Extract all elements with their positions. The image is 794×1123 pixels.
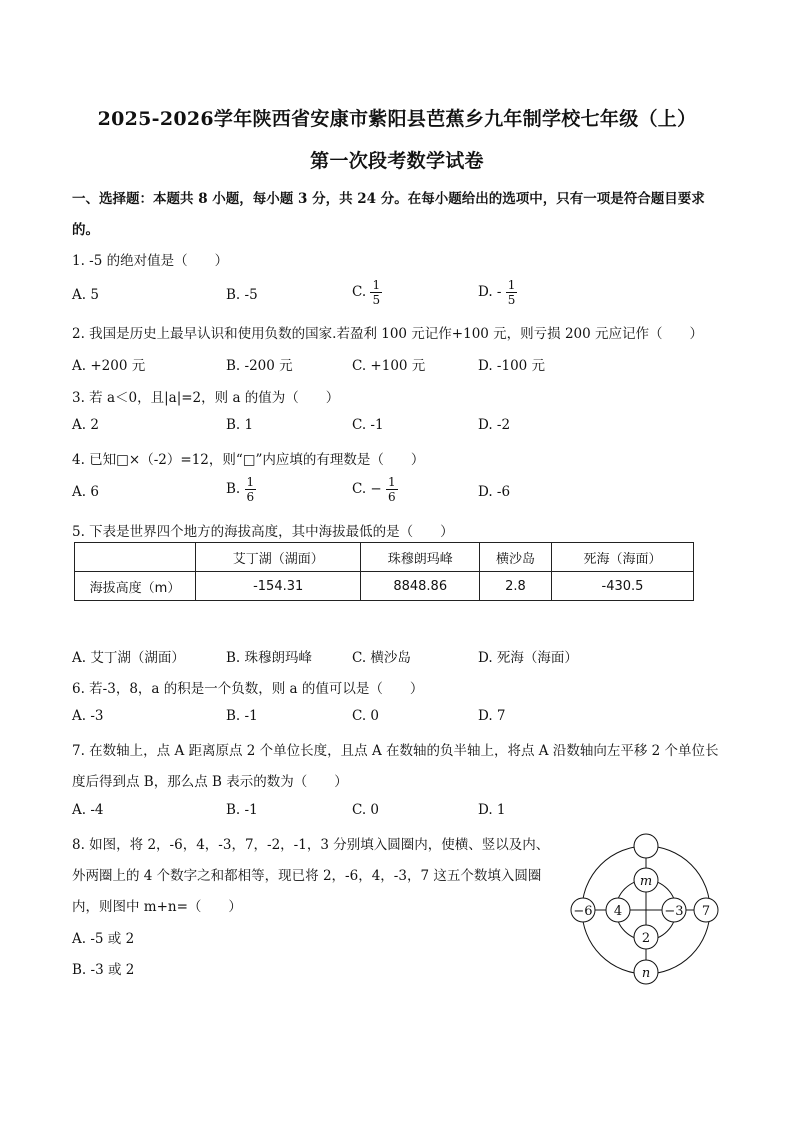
fraction-numerator: 1: [507, 278, 516, 292]
node-top: [634, 834, 658, 858]
question-8-stem: 8. 如图，将 2，-6，4，-3，7，-2，-1，3 分别填入圆圈内，使横、竖以及内、: [72, 837, 550, 853]
q3-option-a: A. 2: [72, 417, 99, 433]
table-header-cell: [75, 543, 196, 572]
q2-option-d: D. -100 元: [478, 358, 546, 374]
table-row: [75, 572, 694, 601]
question-4-stem: 4. 已知□×（-2）=12，则“□”内应填的有理数是（ ）: [72, 452, 425, 468]
table-cell: -430.5: [551, 572, 693, 601]
circle-diagram: [566, 832, 726, 992]
q6-option-a: A. -3: [72, 708, 104, 724]
altitude-table: [74, 542, 694, 601]
q6-option-d: D. 7: [478, 708, 506, 724]
q5-option-a: A. 艾丁湖（湖面）: [72, 650, 185, 666]
table-cell: 8848.86: [361, 572, 480, 601]
question-1-stem: 1. -5 的绝对值是（ ）: [72, 253, 229, 269]
exam-title-line2: 第一次段考数学试卷: [310, 150, 484, 172]
q5-option-c: C. 横沙岛: [352, 650, 411, 666]
question-5-stem: 5. 下表是世界四个地方的海拔高度，其中海拔最低的是（ ）: [72, 524, 454, 540]
q3-option-b: B. 1: [226, 417, 254, 433]
fraction-one-sixth: [245, 475, 257, 504]
q4-option-c: [352, 475, 398, 504]
q2-option-a: A. +200 元: [72, 358, 146, 374]
table-header-cell: 艾丁湖（湖面）: [196, 543, 361, 572]
question-8-stem-cont2: 内，则图中 m+n=（ ）: [72, 899, 242, 915]
q8-option-a: A. -5 或 2: [72, 931, 135, 947]
q7-option-a: A. -4: [72, 802, 104, 818]
question-3-stem: 3. 若 a＜0，且|a|=2，则 a 的值为（ ）: [72, 390, 340, 406]
q1-option-a: A. 5: [72, 287, 99, 303]
q5-option-b: B. 珠穆朗玛峰: [226, 650, 313, 666]
q1-option-c: [352, 278, 382, 307]
q4-option-d: D. -6: [478, 484, 511, 500]
section-heading-cont: 的。: [72, 222, 99, 238]
question-2-stem: 2. 我国是历史上最早认识和使用负数的国家.若盈利 100 元记作+100 元，则亏损 200 元应记作（ ）: [72, 326, 704, 342]
q7-option-b: B. -1: [226, 802, 258, 818]
fraction-denominator: 5: [372, 293, 381, 307]
table-cell: 2.8: [480, 572, 552, 601]
q1-option-d: [478, 278, 517, 307]
node-right-outer-label: 7: [701, 904, 711, 919]
question-8-stem-cont: 外两圈上的 4 个数字之和都相等，现已将 2，-6，4，-3，7 这五个数填入圆圈: [72, 868, 542, 884]
q1-option-b: B. -5: [226, 287, 258, 303]
node-n-label: n: [641, 966, 651, 981]
q4-option-c-label: C. −: [352, 481, 382, 497]
node-m-label: m: [639, 874, 653, 889]
q4-option-a: A. 6: [72, 484, 99, 500]
question-6-stem: 6. 若-3，8，a 的积是一个负数，则 a 的值可以是（ ）: [72, 681, 424, 697]
q2-option-b: B. -200 元: [226, 358, 293, 374]
q4-option-b-label: B.: [226, 481, 241, 497]
fraction-one-sixth: [386, 475, 398, 504]
q1-option-c-label: C.: [352, 284, 367, 300]
table-row-label: 海拔高度（m）: [75, 572, 196, 601]
fraction-denominator: 6: [388, 490, 396, 504]
q6-option-b: B. -1: [226, 708, 258, 724]
table-header-cell: 珠穆朗玛峰: [361, 543, 480, 572]
node-left-outer-label: −6: [573, 904, 593, 919]
q7-option-d: D. 1: [478, 802, 506, 818]
fraction-numerator: 1: [388, 475, 396, 489]
node-right-inner-label: −3: [664, 904, 684, 919]
question-7-stem-cont: 度后得到点 B，那么点 B 表示的数为（ ）: [72, 774, 348, 790]
fraction-numerator: 1: [372, 278, 381, 292]
q2-option-c: C. +100 元: [352, 358, 426, 374]
fraction-denominator: 6: [246, 490, 255, 504]
table-header-cell: 死海（海面）: [551, 543, 693, 572]
fraction-one-fifth: [370, 278, 382, 307]
q5-option-d: D. 死海（海面）: [478, 650, 578, 666]
node-left-inner-label: 4: [613, 904, 623, 919]
q3-option-c: C. -1: [352, 417, 384, 433]
q4-option-b: [226, 475, 256, 504]
table-header-cell: 横沙岛: [480, 543, 552, 572]
section-heading: 一、选择题：本题共 8 小题，每小题 3 分，共 24 分。在每小题给出的选项中，只有一项是符合题目要求: [72, 191, 705, 207]
q3-option-d: D. -2: [478, 417, 511, 433]
fraction-numerator: 1: [246, 475, 255, 489]
exam-title-line1: 2025-2026学年陕西省安康市紫阳县芭蕉乡九年制学校七年级（上）: [97, 108, 697, 130]
table-header-row: [75, 543, 694, 572]
node-bottom-inner-label: 2: [641, 931, 651, 946]
q1-option-d-label: D. -: [478, 284, 502, 300]
fraction-denominator: 5: [507, 293, 516, 307]
q8-option-b: B. -3 或 2: [72, 962, 135, 978]
question-7-stem: 7. 在数轴上，点 A 距离原点 2 个单位长度，且点 A 在数轴的负半轴上，将点 A 沿数轴向左平移 2 个单位长: [72, 743, 719, 759]
q7-option-c: C. 0: [352, 802, 380, 818]
table-cell: -154.31: [196, 572, 361, 601]
fraction-one-fifth: [506, 278, 518, 307]
q6-option-c: C. 0: [352, 708, 380, 724]
